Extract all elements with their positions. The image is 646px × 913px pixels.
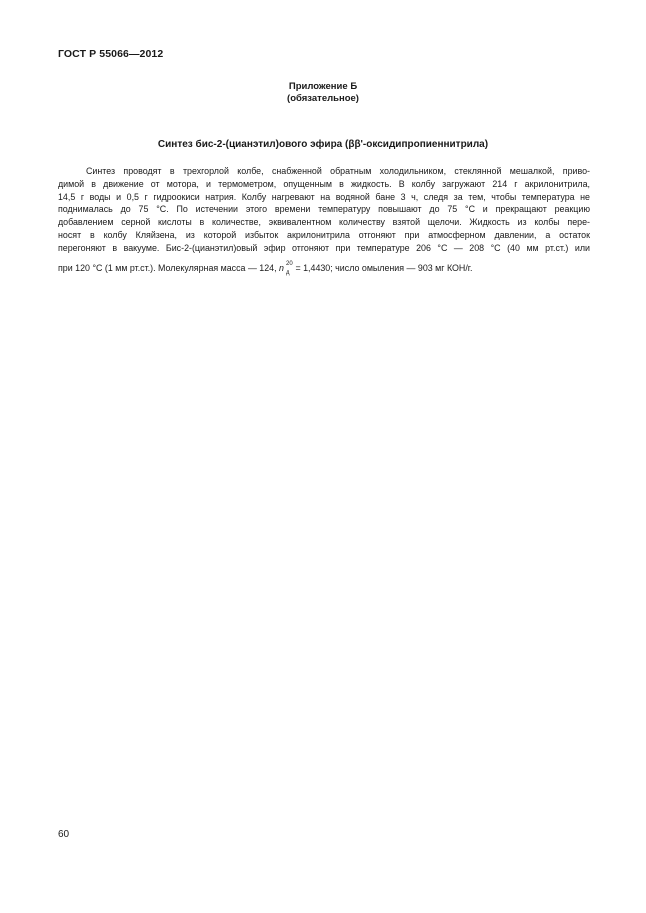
body-line: перегоняют в вакууме. Бис-2-(цианэтил)овый эфир отгоняют при температуре 206 °С — 208 °С (40 мм рт.ст.) или [58, 242, 590, 253]
body-line: Синтез проводят в трехгорлой колбе, снабженной обратным холодильником, стеклянной мешалкой, приво- [86, 166, 590, 176]
body-line: поднималась до 75 °С. По истечении этого времени температуру повышают до 75 °С и прекращают реакцию [58, 204, 590, 215]
appendix-status: (обязательное) [287, 93, 359, 104]
body-paragraph [58, 165, 590, 274]
body-line: 14,5 г воды и 0,5 г гидроокиси натрия. Колбу нагревают на водяной бане 3 ч, следя за тем, чтобы температура не [58, 191, 590, 202]
body-line: добавлением серной кислоты в количестве, эквивалентном количеству взятой щелочи. Жидкость из колбы пере- [58, 217, 590, 228]
refractive-symbol-letter: n [279, 262, 284, 273]
appendix-heading [0, 81, 646, 105]
section-title: Синтез бис-2-(цианэтил)ового эфира (ββ'-оксидипропиеннитрила) [157, 139, 489, 150]
body-last-line [58, 262, 590, 275]
last-line-text-after: = 1,4430; число омыления — 903 мг КОН/г. [295, 262, 473, 273]
body-line: димой в движение от мотора, и термометром, опущенным в жидкость. В колбу загружают 214 г акрилонитрила, [58, 178, 590, 189]
last-line-text-before: при 120 °С (1 мм рт.ст.). Молекулярная масса — 124, [58, 262, 277, 273]
refractive-superscript: 20 [286, 260, 293, 267]
standard-code-header: ГОСТ Р 55066—2012 [58, 48, 164, 60]
page-number: 60 [58, 829, 70, 840]
refractive-subscript: д [286, 269, 290, 276]
refractive-index-symbol [279, 262, 293, 275]
appendix-title: Приложение Б [288, 81, 358, 92]
body-line: носят в колбу Кляйзена, из которой избыток акрилонитрила отгоняют при атмосферном давлении, а остаток [58, 229, 590, 240]
